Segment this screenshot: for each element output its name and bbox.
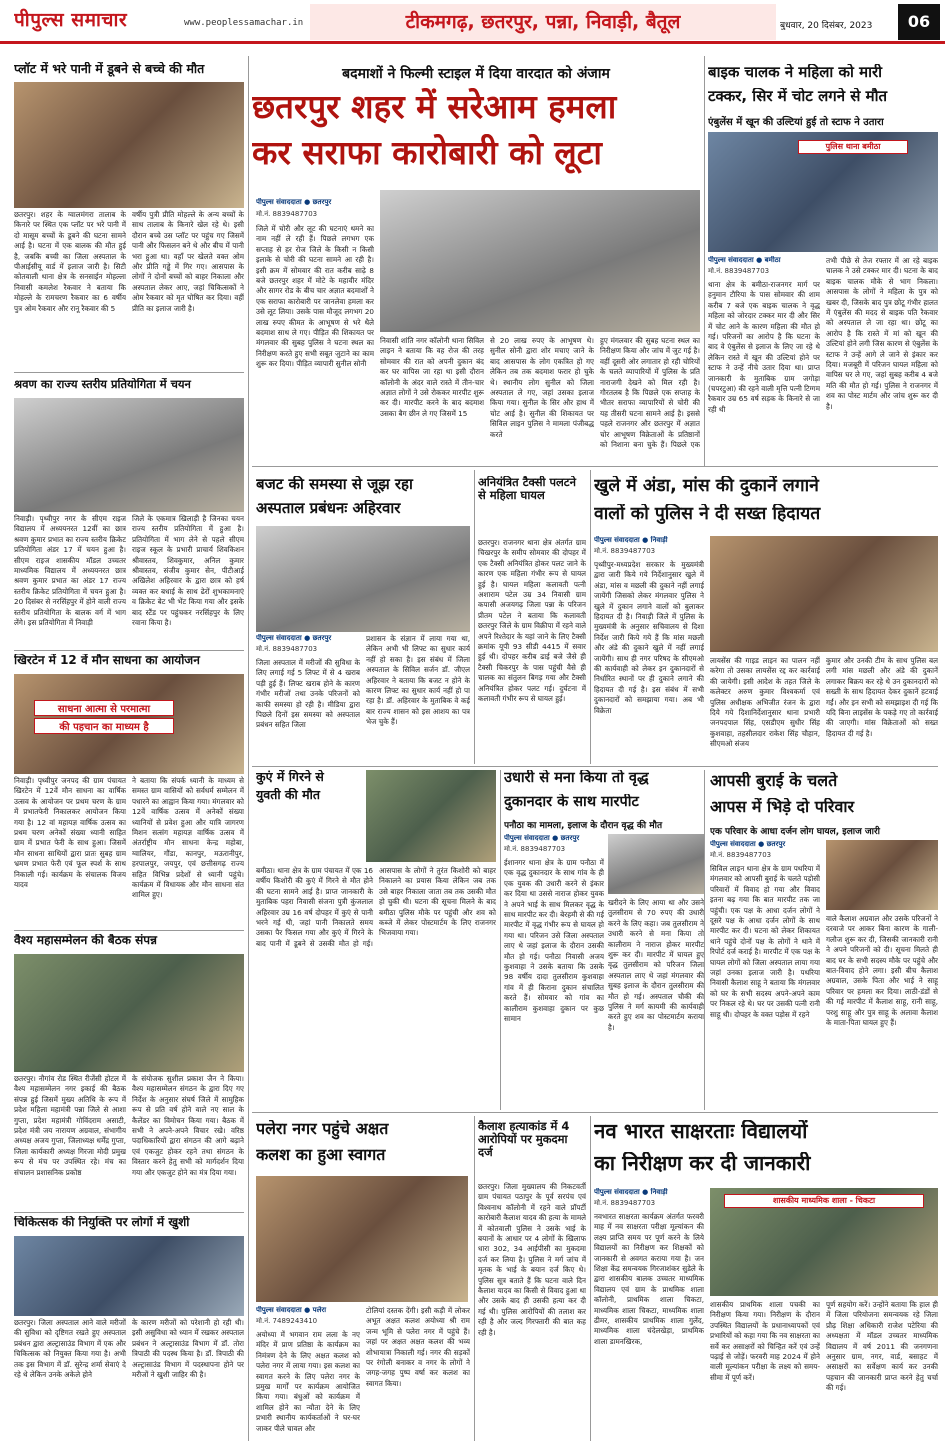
story-photo: [14, 82, 244, 208]
masthead: [0, 0, 945, 44]
byline-mobile: मो.नं. 8839487703: [594, 1199, 656, 1207]
story-body: तभी पीछे से तेज रफ्तार में आ रहे बाइक चालक ने उसे टक्कर मार दी। घटना के बाद बाइक चालक मौके से भाग निकला। आसपास के लोगों ने महिला के पुत्र को खबर दी, जिसके बाद पुत्र छोटू गंभीर हालत में एंबुलेंस की मदद से बाइक पति रैकवार को अस्पताल ले जा रहा था। छोटू का आरोप है कि रास्ते में मां को खून की उल्टियां होने लगी जिस कारण से एंबुलेंस के स्टाफ ने उन्हें आगे ले जाने से इंकार कर दिया। मजबूरी में परिजन घायल महिला को वापिस घर ले गए, जहां सुबह करीब 4 बजे मति की मौत हो गई। पुलिस ने राजनगर में शव का पोस्ट मार्टम और जांच शुरू कर दी है।: [826, 256, 938, 411]
story-headline: अस्पताल प्रबंधनः अहिरवार: [256, 500, 401, 517]
story-headline: पलेरा नगर पहुंचे अक्षत: [256, 1120, 389, 1138]
story-body: लायसेंस की गाइड लाइन का पालन नहीं करेगा तो उसका लायसेंस रद्द कर कार्रवाई की जायेगी। इसी आदेश के तहत जिले के कलेक्टर अरुण कुमार विश्वकर्मा एवं पुलिस अधीक्षक अभिजीत रंजन के द्वारा दिये गये दिशानिर्देशानुसार थाना प्रभारी जनपदपाल सिंह, एसडीएम सुधीर सिंह कुशवाहा, तहसीलदार राकेश सिंह चौहान, सीएमओ संजय: [710, 656, 820, 749]
byline-mobile: मो.नं. 8839487703: [256, 210, 318, 218]
story-headline: नव भारत साक्षरताः विद्यालयों: [594, 1120, 808, 1143]
story-body: सिविल लाइन थाना क्षेत्र के ग्राम पथरिया में मंगलवार को आपसी बुराई के चलते पड़ोसी परिवारों में विवाद हो गया और विवाद इतना बढ़ गया कि बात मारपीट तक जा पहुंची। एक पक्ष के आधा दर्जन लोगों ने दूसरे पक्ष के आधा दर्जन लोगों के साथ मारपीट कर दी। घटना को लेकर शिकायत थाने पहुंचे दोनों पक्ष के लोगों ने थाने में रिपोर्ट दर्ज कराई है। मारपीट में एक पक्ष के घायल लोगों को जिला अस्पताल लाया गया जहां उनका इलाज जारी है। पथरिया निवासी कैलाश साहू ने बताया कि मंगलवार को घर के सभी सदस्य अपने-अपने काम पर निकल रहे थे। घर पर उसकी पत्नी रानी साहू थी। दोपहर के वक्त पड़ोस में रहने: [710, 864, 820, 1019]
byline: पीपुल्स संवाददाता ● पलेरा: [256, 1306, 327, 1314]
story-heading: चिकित्सक की नियुक्ति पर लोगों में खुशी: [14, 1216, 190, 1229]
issue-date: बुधवार, 20 दिसंबर, 2023: [780, 21, 873, 30]
story-body: खरीदने के लिए आया था और उसने तुलसीराम से 70 रुपए की उधारी करने के लिए कहा। जब तुलसीराम ने उधारी करने से मना किया तो कालीराम ने नाराज होकर मारपीट शुरू कर दी। मारपीट में घायल हुए वृद्ध तुलसीराम को परिजन जिला अस्पताल लाए थे जहां मंगलवार की सुबह इलाज के दौरान तुलसीराम की मौत हो गई। अस्पताल चौकी की पुलिस ने मर्ग कायमी की कार्यवाही करते हुए शव का पोस्टमार्टम कराया है।: [608, 898, 704, 1032]
divider: [14, 372, 244, 373]
story-headline: खुले में अंडा, मांस की दुकानें लगाने: [594, 476, 819, 496]
story-headline: वालों को पुलिस ने दी सख्त हिदायत: [594, 504, 821, 524]
story-body: जिले के एकमात्र खिलाड़ी है जिनका चयन राज्य स्तरीय प्रतियोगिता में हुआ है। प्रतियोगिता में भाग लेने से पहले सीएम राइज स्कूल के प्रभारी प्राचार्य शिवकिशन श्रीवास्तव, शिवकुमार, अनिल कुमार श्रीवास्तव, संजीव कुमार सेन, पीटीआई अखिलेश अहिरवार के द्वारा छात्र को हर्ष व्यक्त कर बधाई के साथ ढेरों शुभकामनाएं व क्रिकेट बेट भी भेंट किया गया और इसके बाद स्टैंड पर पहुंचकर नरसिंहपुर के लिए रवाना किया है।: [132, 514, 244, 628]
story-body: के कारण मरीजों को परेशानी हो रही थी। इसी असुविधा को ध्यान में रखकर अस्पताल प्रबंधन ने अल्ट्रासाउंड विभाग में डॉ. तोरा त्रिपाठी की पदस्थ किया है। डॉ. त्रिपाठी की अल्ट्रासाउंड विभाग में पदस्थापना होने पर मरीजों ने खुशी जाहिर की है।: [132, 1318, 244, 1380]
story-headline: कुएं में गिरने से: [256, 770, 324, 784]
story-body: जिला अस्पताल में मरीजों की सुविधा के लिए लगाई गई 5 लिफ्ट में से 4 खराब पड़ी हुई हैं। लिफ्ट खराब होने के कारण गंभीर मरीजों तथा उनके परिजनों को काफी समस्या हो रही है। मीडिया द्वारा पिछले दिनों इस समस्या को अस्पताल प्रबंधन सहित जिला: [256, 658, 360, 730]
website-url[interactable]: www.peoplessamachar.in: [184, 18, 304, 28]
story-body: अयोध्या में भगवान राम लला के नए मंदिर में प्राण प्रतिष्ठा के कार्यक्रम का निमंत्रण देने के लिए अक्षत कलश को पलेरा नगर में लाया गया। इस कलश का स्वागत करने के लिए पलेरा नगर के प्रमुख मार्गों पर कार्यक्रम आयोजित किया गया। बंधुओं को कार्यक्रम में शामिल होने का न्यौता देने के लिए प्रभारी स्थानीय कार्यकर्ताओं ने घर-घर जाकर पीले चावल और: [256, 1330, 360, 1433]
lead-photo: [380, 190, 700, 332]
divider: [14, 650, 244, 651]
page-number: 06: [898, 4, 940, 40]
byline: पीपुल्स संवाददाता ● छतरपुर: [710, 840, 786, 848]
story-body: ने बताया कि संपर्क ध्यानी के माध्यम से समस्त ग्राम वासियों को सर्वधर्म सम्मेलन में पधारने का आह्वान किया गया। मंगलवार को 12वें वार्षिक उत्सव में अनेकों संख्या ध्यानियों से प्रवेश हुआ और यात्रि जागरण मिशन सत्संग महायज्ञ वार्षिक उत्सव में अंतर्राष्ट्रीय मौन साधना केन्द्र महोबा, ग्वालियर, गौंडा, कानपुर, मऊरानीपुर, हरपालपुर, जयपुर, एवं छत्तीसगढ़ राज्य सहित विभिन्न प्रदेशों से ध्यानी पहुंचे। कार्यक्रम में विधायक और मौन साधना संत शामिल हुए।: [132, 776, 244, 900]
story-headline: बजट की समस्या से जूझ रहा: [256, 476, 413, 493]
story-body: निवाड़ी। पृथ्वीपुर नगर के सीएम राइज विद्यालय में अध्ययनरत 12वीं का छात्र श्रवण कुमार प्रभात का राज्य स्तरीय क्रिकेट प्रतियोगिता अंडर 17 में चयन हुआ है। सीएम राइज शासकीय मॉडल उच्चतर माध्यमिक विद्यालय में अध्ययनरत छात्र श्रवण कुमार प्रभात का अंडर 17 राज्य स्तरीय क्रिकेट प्रतियोगिता में चयन हुआ है। 20 दिसंबर से नरसिंहपुर में होने वाली राज्य स्तरीय प्रतियोगिता के बालक वर्ग में भाग लेंगे। इस प्रतियोगिता में निवाड़ी: [14, 514, 126, 628]
column-divider: [590, 1116, 591, 1441]
story-body: जिले में चोरी और लूट की घटनाएं थमने का नाम नहीं ले रही हैं। पिछले लगभग एक सप्ताह से हर रोज जिले के किसी न किसी इलाके से चोरी की घटना सामने आ रही है। इसी क्रम में सोमवार की रात करीब साढ़े 8 बजे छतरपुर शहर में मोटे के महावीर मंदिर और सागर रोड के बीच चार अज्ञात बदमाशों ने एक सराफा कारोबारी पर जानलेवा हमला कर उसे लूट लिया। उसके पास मौजूद लगभग 20 लाख रुपए कीमत के आभूषण से भरे थैले बदमाश साथ ले गए। पीड़ित की शिकायत पर मंगलवार की सुबह पुलिस ने घटना स्थल का निरीक्षण करते हुए सभी सबूत जुटाने का काम शुरू कर दिया। पीड़ित व्यापारी सुनील सोनी: [256, 224, 374, 369]
story-body: टोलियां दस्तक देंगी। इसी कड़ी में लोकर अभूत अक्षत कलश अयोध्या श्री राम जन्म भूमि से पलेरा नगर में पहुंचे हैं। जहां पर अक्षत अक्षत कलश की भव्य शोभायात्रा निकाली गई। नगर की सड़कों पर रंगोली बनाकर व नगर के लोगों ने जगह-जगह पुष्प वर्षा कर कलश का स्वागत किया।: [366, 1306, 470, 1388]
story-headline: कलश का हुआ स्वागत: [256, 1146, 386, 1164]
divider: [14, 930, 244, 931]
byline: पीपुल्स संवाददाता ● निवाड़ी: [594, 536, 668, 544]
story-body: छतरपुर। जिला अस्पताल आने वाले मरीजों की सुविधा को दृष्टिगत रखते हुए अस्पताल प्रबंधन द्वारा अल्ट्रासाउंड विभाग में एक और चिकित्सक को नियुक्त किया गया है। अभी तक इस विभाग में डॉ. सुरेन्द्र शर्मा सेवाएं दे रहे थे लेकिन उनके अकेले होने: [14, 1318, 126, 1380]
divider: [252, 766, 938, 767]
story-subhead: पनौठा का मामला, इलाज के दौरान वृद्ध की मौत: [504, 821, 663, 831]
school-sign: शासकीय माध्यमिक शाला - चिकटा: [724, 1194, 924, 1208]
story-subhead: एंबुलेंस में खून की उल्टियां हुई तो स्टाफ ने उतारा: [708, 117, 884, 128]
story-body: पृथ्वीपुर-मध्यप्रदेश सरकार के मुख्यमंत्री द्वारा जारी किये गये निर्देशानुसार खुले में अंडा, मांस व मछली की दुकाने नहीं लगाई जायेंगी जिसको लेकर मंगलवार पुलिस ने खुले में दुकान लगाने वालों को बुलाकर हिदायत दी है। निवाड़ी जिले में पुलिस के मुख्यमंत्री के अनुसार सचिवालय से दिशा निर्देश जारी किये गये हैं कि मांस मछली और अंडे की दुकाने खुले में नहीं लगाई जायेंगी। साथ ही नगर परिषद के सीएमओ की कार्यवाही को लेकर इन दुकानदारों से निर्धारित स्थानों पर ही दुकाने लगाने की हिदायत दी गई है। इस संबंध में सभी दुकानदारों को समझाया गया। अब भी विक्रेता: [594, 560, 704, 715]
column-divider: [248, 56, 249, 1441]
story-body: वर्षीय पुत्री प्रीति मोहल्ले के अन्य बच्चों के साथ तालाब के किनारे खेल रहे थे। इसी दौरान बच्चे उस प्लॉट पर पहुंच गए जिसमें पानी और फिसलन बने थे और बीच में पानी भरा हुआ था। वहाँ पर खेलते वक्त ओम और प्रीति गड्ढे में गिर गए। आसपास के लोगों ने दोनों बच्चों को बाहर निकाला और अस्पताल लेकर आए, जहां चिकित्सकों ने ओम रैकवार को मृत घोषित कर दिया। वहीं प्रीति का इलाज जारी है।: [132, 210, 244, 313]
story-photo: [256, 526, 470, 632]
story-headline: आपस में भिड़े दो परिवार: [710, 798, 855, 816]
story-headline: कैलाश हत्याकांड में 4 आरोपियों पर मुकदमा दर्ज: [478, 1120, 570, 1160]
divider: [14, 1212, 244, 1213]
story-body: ईशानगर थाना क्षेत्र के ग्राम पनौठा में एक वृद्ध दुकानदार के साथ गांव के ही एक युवक की उधारी करने से इंकार कर दिया था उससे नाराज होकर युवक ने अपने भाई के साथ मिलकर वृद्ध के साथ मारपीट कर दी। बेरहमी से की गई मारपीट में वृद्ध गंभीर रूप से घायल हो गया था। परिजन उसे जिला अस्पताल लाए थे जहां इलाज के दौरान उसकी मौत हो गई। पनौठा निवासी अजय कुशवाहा ने उसके बताया कि उसके 98 वर्षीय दादा तुलसीराम कुशवाहा गांव में ही किराना दुकान संचालित करते हैं। सोमवार को गांव का कालीराम कुशवाहा दुकान पर कुछ सामान: [504, 858, 604, 1024]
story-body: शासकीय प्राथमिक शाला पचकी का निरीक्षण किया गया। निरीक्षण के दौरान उपस्थित विद्यालयों के प्रधानाध्यापकों एवं प्रभारियों को कहा गया कि नव साक्षरता का सर्वे कर असाक्षरों को चिन्हित करें एवं उन्हें पढ़ाई से जोड़ें। फरवरी माह 2024 में होने वाली मूल्यांकन परीक्षा के लक्ष्य को समय-सीमा में पूर्ण करें।: [710, 1300, 820, 1382]
byline: पीपुल्स संवाददाता ● छतरपुर: [256, 634, 332, 642]
story-headline: युवती की मौत: [256, 788, 320, 802]
story-body: प्रशासन के संज्ञान में लाया गया था, लेकिन अभी भी लिफ्ट का सुधार कार्य नहीं हो सका है। इस संबंध में जिला अस्पताल के सिविल सर्जन डॉ. जीएल अहिरवार ने बताया कि बजट न होने के कारण लिफ्ट का सुधार कार्य नहीं हो पा रहा है। डॉ. अहिरवार के मुताबिक वे कई बार राज्य शासन को इस आशय का पत्र भेज चुके हैं।: [366, 634, 470, 727]
story-heading: प्लॉट में भरे पानी में डूबने से बच्चे की मौत: [14, 62, 205, 76]
story-headline: अनियंत्रित टैक्सी पलटने से महिला घायल: [478, 476, 576, 503]
divider: [252, 1112, 938, 1113]
divider: [252, 466, 938, 467]
story-photo: [366, 770, 496, 862]
story-headline: टक्कर, सिर में चोट लगने से मौत: [708, 88, 888, 105]
byline-mobile: मो.नं. 8839487703: [708, 267, 770, 275]
story-body: छतरपुर। जिला मुख्यालय की निकटवर्ती ग्राम पंचायत पठापुर के पूर्व सरपंच एवं विश्वनाथ कॉलोनी में रहने वाले प्रॉपर्टी कारोबारी कैलाश यादव की हत्या के मामले में कोतवाली पुलिस ने उसके भाई के बयानों के आधार पर 4 लोगों के खिलाफ धारा 302, 34 आईपीसी का मुकदमा दर्ज कर लिया है। पुलिस ने मर्ग जांच में मृतक के भाई के बयान दर्ज किए थे। पुलिस सूत्र बताते हैं कि घटना वाले दिन कैलाश यादव का किसी से विवाद हुआ था और उसके बाद ही उसकी हत्या कर दी गई थी। पुलिस आरोपियों की तलाश कर रही है और जल्द गिरफ्तारी की बात कह रही है।: [478, 1182, 586, 1337]
story-body: थाना क्षेत्र के बमीठा-राजनगर मार्ग पर हनुमान टौरिया के पास सोमवार की शाम करीब 7 बजे एक बाइक चालक ने वृद्ध महिला को जोरदार टक्कर मार दी और सिर में चोट आने के कारण महिला की मौत हो गई। परिजनों का आरोप है कि घटना के बाद वे एंबुलेंस से इलाज के लिए जा रहे थे लेकिन रास्ते में खून की उल्टियां होने पर स्टाफ ने उन्हें नीचे उतार दिया था। प्राप्त जानकारी के मुताबिक ग्राम जगोड़ा (चपरटुआ) की रहने वाली मृत्ति पत्नी टिग्गम रैकवार उम्र 65 वर्ष सड़क के किनारे से जा रही थी: [708, 280, 820, 414]
story-headline: बाइक चालक ने महिला को मारी: [708, 64, 883, 81]
story-photo: [608, 834, 704, 894]
lead-headline: छतरपुर शहर में सरेआम हमला: [252, 88, 617, 126]
lead-kicker: बदमाशों ने फिल्मी स्टाइल में दिया वारदात को अंजाम: [342, 66, 610, 82]
story-photo: [708, 132, 938, 252]
story-body: के संयोजक सुशील प्रकाश जैन ने किया। वैश्य महासम्मेलन संगठन के द्वारा दिए गए निर्देश के अनुसार संघर्ष जिले में सामुहिक रूप से प्रति वर्ष होने वाले नए साल के कैलेंडर का विमोचन किया गया। बैठक में सभी ने अपने-अपने विचार रखे। वरिष्ठ पदाधिकारियों द्वारा संगठन की आगे बढ़ाने एवं एकजुट होकर रहने तथा संगठन के विस्तार करने हेतु सभी को मार्गदर्शन दिया गया और एकजुट होने का मंत्र दिया गया।: [132, 1074, 244, 1177]
story-body: कुमार और उनकी टीम के साथ पुलिस बल लगी मांस मछली और अंडे की दुकानें लगाकर बिक्रय कर रहे थे उन दुकानदारों को सख्ती के साथ हिदायत देकर दुकानें हटवाई गईं। और इन सभी को समझाइश दी गई कि यदि बिना लाइसेंस के पकड़े गए तो कार्रवाई की जाएगी। मांस विक्रेताओं को सख्त हिदायत दी गई है।: [826, 656, 938, 738]
newspaper-logo: पीपुल्स समाचार: [14, 9, 128, 31]
story-photo: [14, 674, 244, 774]
story-body: हुए मंगलवार की सुबह घटना स्थल का निरीक्षण किया और जांच में जुट गई है। वहीं दूसरी ओर लगातार हो रही चोरियों के चलते व्यापारियों में पुलिस के प्रति नाराजगी देखने को मिल रही है। गौरतलब है कि पिछले एक सप्ताह के भीतर सराफा व्यापारियों से चोरी की यह तीसरी घटना सामने आई है। इससे पहले राजनगर और छतरपुर में अज्ञात चोर आभूषण विक्रेताओं के प्रतिष्ठानों को निशाना बना चुके हैं। पिछले एक: [600, 336, 700, 450]
column-divider: [704, 56, 705, 466]
column-divider: [474, 470, 475, 764]
byline-mobile: मो.नं. 8839487703: [710, 851, 772, 859]
story-body: से 20 लाख रुपए के आभूषण थे। सुनील सोनी द्वारा शोर मचाए जाने के बाद आसपास के लोग एकत्रित हो गए लेकिन तब तक बदमाश फरार हो चुके थे। स्थानीय लोग सुनील को जिला अस्पताल ले गए, जहां उसका इलाज किया गया। सुनील के सिर और हाथ में चोट आई है। सुनील की शिकायत पर सिविल लाइन पुलिस ने मामला पंजीबद्ध करते: [490, 336, 594, 439]
story-photo: [710, 1188, 938, 1296]
story-body: पूर्ण सहयोग करें। उन्होंने बताया कि हाल ही में जिला परियोजना समन्वयक रहे जिला प्रौढ़ शिक्षा अधिकारी राजेश पटेरिया की अध्यक्षता में मॉडल उच्चतर माध्यमिक विद्यालय में वर्ष 2011 की जनगणना अनुसार ग्राम, नगर, वार्ड, बसाहट में असाक्षरों का सर्वेक्षण कार्य कर उनकी पहचान की जानकारी प्राप्त करने हेतु चर्चा की गई।: [826, 1300, 938, 1393]
story-photo: [14, 398, 244, 512]
column-divider: [500, 770, 501, 1110]
column-divider: [704, 770, 705, 1110]
story-body: नवभारत साक्षरता कार्यक्रम अंतर्गत फरवरी माह में नव साक्षरता परीक्षा मूल्यांकन की लक्ष्य प्राप्ति समय पर पूर्ण करने के लिये विद्यालयों का निरीक्षण कर शिक्षकों को जानकारी से अवगत कराया गया है। जन शिक्षा केंद्र समन्वयक गिरजाशंकर सुडेले के द्वारा शासकीय बालक उच्चतर माध्यमिक विद्यालय एवं ग्राम के प्राथमिक शाला कॉलोनी, प्राथमिक शाला चिकटा, माध्यमिक शाला चिकटा, माध्यमिक शाला ढीमर, शासकीय प्राथमिक शाला गुलेंद, माध्यमिक शाला चंदेलखेड़ा, प्राथमिक शाला डामनखिरक,: [594, 1212, 704, 1346]
story-headline: का निरीक्षण कर दी जानकारी: [594, 1152, 811, 1175]
story-heading: श्रवण का राज्य स्तरीय प्रतियोगिता में चयन: [14, 378, 191, 391]
story-body: छतरपुर। शहर के ग्वालमंगरा तालाब के किनारे पर स्थित एक प्लॉट पर भरे पानी में दो मासूम बच्चों के डूबने की घटना सामने आई है। घटना में एक बालक की मौत हुई है, जबकि बच्ची का जिला अस्पताल के पीआईसीयू वार्ड में इलाज जारी है। सिटी कोतवाली थाना क्षेत्र के सनसाईन मोहल्ला निवासी कमलेश रैकवार ने बताया कि मोहल्ले के रामचरण रैकवार का 6 वर्षीय पुत्र ओम रैकवार और रानू रैकवार की 5: [14, 210, 126, 313]
byline-mobile: मो.नं. 8839487703: [594, 547, 656, 555]
story-photo: [710, 536, 938, 652]
column-divider: [590, 470, 591, 764]
story-photo: [826, 840, 938, 910]
banner-text: साधना आत्मा से परमात्मा: [34, 700, 174, 716]
story-heading: खिरटेन में 12 वें मौन साधना का आयोजन: [14, 654, 200, 667]
byline: पीपुल्स संवाददाता ● छतरपुर: [256, 198, 332, 206]
story-headline: उधारी से मना किया तो वृद्ध: [504, 770, 649, 786]
story-body: छतरपुर। राजनगर थाना क्षेत्र अंतर्गत ग्राम चिखरपुर के समीप सोमवार की दोपहर में एक टैक्सी अनियंत्रित होकर पलट जाने के कारण एक महिला गंभीर रूप से घायल हुई है। घायल महिला कलावती पत्नी अशाराम पटेल उम्र 34 निवासी ग्राम कपासी अजयगढ़ जिला पन्ना के परिजन प्रीतम पटेल ने बताया कि कलावती छतरपुर जिले के ग्राम विक्रीपा में रहने वाले अपने रिश्तेदार के यहां जाने के लिए टैक्सी क्रमांक यूपी 93 सीडी 4415 में सवार हुई थी। दोपहर करीब ढाई बजे जैसे ही टैक्सी चिकरपुर के पास पहुंची वैसे ही चालक का संतुलन बिगड़ गया और टैक्सी अनियंत्रित होकर पलट गई। दुर्घटना में कलावती गंभीर रूप से घायल हुई।: [478, 538, 586, 704]
byline-mobile: मो.नं. 7489243410: [256, 1317, 318, 1325]
story-headline: दुकानदार के साथ मारपीट: [504, 794, 639, 810]
story-headline: आपसी बुराई के चलते: [710, 772, 838, 790]
story-body: निवासी शांति नगर कॉलोनी थाना सिविल लाइन ने बताया कि वह रोज की तरह सोमवार की रात को अपनी दुकान बंद कर घर वापिस जा रहा था इसी दौरान कॉलोनी के अंदर वाले रास्ते में तीन-चार अज्ञात लोगों ने उसे रोककर मारपीट शुरू कर दी। मारपीट करने के बाद बदमाश उसका बैग छीन ले गए जिसमें 15: [380, 336, 484, 418]
story-heading: वैश्य महासम्मेलन की बैठक संपन्न: [14, 934, 157, 947]
byline-mobile: मो.नं. 8839487703: [504, 845, 566, 853]
police-station-sign: पुलिस थाना बमीठा: [798, 140, 908, 154]
story-body: बमीठा। थाना क्षेत्र के ग्राम पंचायत में एक 16 वर्षीय किशोरी की कुएं में गिरने से मौत होने की घटना सामने आई है। प्राप्त जानकारी के मुताबिक पहरा निवासी संजना पुत्री कुंजलाल अहिरवार उम्र 16 वर्ष दोपहर में कुएं से पानी भरने गई थी, जहां पानी निकालते समय उसका पैर फिसल गया और कुएं में गिरने के बाद पानी में डूबने से उसकी मौत हो गई। आसपास के लोगों ने तुरंत किशोरी को बाहर निकालने का प्रयास किया लेकिन जब तक उसे बाहर निकाला जाता तब तक उसकी मौत हो चुकी थी। घटना की सूचना मिलने के बाद बमीठा पुलिस मौके पर पहुंची और शव को कब्जे में लेकर पोस्टमार्टम के लिए राजनगर भिजवाया गया।: [256, 866, 496, 948]
story-subhead: एक परिवार के आधा दर्जन लोग घायल, इलाज जारी: [710, 827, 880, 837]
story-photo: [14, 954, 244, 1072]
story-photo: [14, 1236, 244, 1316]
story-body: निवाड़ी। पृथ्वीपुर जनपद की ग्राम पंचायत खिरटेन में 12वें मौन साधना का वार्षिक उत्सव के आयोजन पर प्रथम चरण के ग्राम में प्रभातफेरी निकालकर आयोजन किया गया है। 12 वां महायज्ञ वार्षिक उत्सव का प्रथम चरण अनेकों संख्या ध्यानी साहित ग्राम में प्रभात फेरी के साथ हुआ। जिसमें मौन साधना साथियों द्वारा प्रातः सुबह ग्राम भ्रमण प्रभात फेरी एवं फूल स्पर्श के साथ निकाली गई। कार्यक्रम के संचालक विजय यादव: [14, 776, 126, 890]
story-photo: [256, 1176, 468, 1302]
region-banner: टीकमगढ़, छतरपुर, पन्ना, निवाड़ी, बैतूल: [310, 4, 776, 40]
lead-headline: कर सराफा कारोबारी को लूटा: [252, 134, 602, 172]
story-body: छतरपुर। नौगांव रोड स्थित रीजेंसी होटल में वैश्य महासम्मेलन नगर इकाई की बैठक संपन्न हुई जिसमें मुख्य अतिथि के रूप में प्रदेश महिला महामंत्री पन्ना जिले से आशा गुप्ता, प्रदेश महामंत्री गोविंदराम असाटी, प्रदेश मंत्री जय नारायण अग्रवाल, संभागीय अध्यक्ष अजय गुप्ता, जिलाध्यक्ष धर्मेंद्र गुप्ता, जिला कार्यकारी अध्यक्ष गिरजा मोदी प्रमुख रूप से मंच पर उपस्थित रहे। मंच का संचालन प्रशासनिक प्रकोष्ठ: [14, 1074, 126, 1177]
byline: पीपुल्स संवाददाता ● बमीठा: [708, 256, 781, 264]
byline: पीपुल्स संवाददाता ● छतरपुर: [504, 834, 580, 842]
story-body: वाले कैलाश अग्रवाल और उसके परिजनों ने दरवाजे पर आकर बिना कारण के गाली-गलौज शुरू कर दी, जिसकी जानकारी रानी ने अपने परिजनों को दी। सूचना मिलते ही बाद घर के सभी सदस्य मौके पर पहुंचे और बात-विवाद होने लगा। इसी बीच कैलाश अग्रवाल, उसके पिता और भाई ने साहू परिवार पर हमला कर दिया। लाठी-डंडों से की गई मारपीट में कैलाश साहू, रानी साहू, परशु साहू और पुत्र साहू के अलावा कैलाश के माता-पिता घायल हुए हैं।: [826, 914, 938, 1028]
byline: पीपुल्स संवाददाता ● निवाड़ी: [594, 1188, 668, 1196]
banner-text: की पहचान का माध्यम है: [34, 718, 174, 734]
column-divider: [474, 1116, 475, 1441]
byline-mobile: मो.नं. 8839487703: [256, 645, 318, 653]
